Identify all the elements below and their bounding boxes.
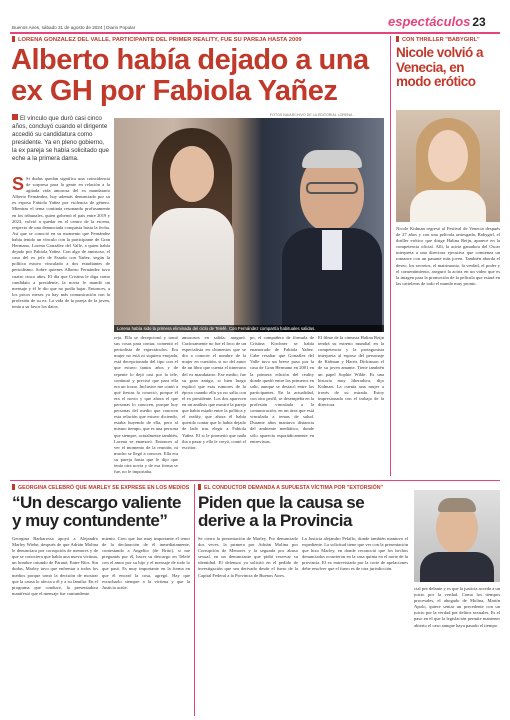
main-col-4: po, el compañero de fórmula de Cristina Kirchner se había enamorado de Fabiola Yañez. Cabe resaltar que González del Valle tuvo un breve paso por la casa de Gran Hermano en 2001 en la primera edición del reality donde quedó entre los primeros en salir, aunque se destacó entre los participantes. En la actualidad, con otro perfil, se desempeña en la profesión vinculada a la comunicación, en un área que está vinculada a temas de salud. Durante años mantuvo distancia del ambiente mediático, donde sólo aparecía esporádicamente en entrevistas.: [250, 335, 314, 444]
bl-headline: “Un descargo valiente y muy contundente”: [12, 493, 182, 530]
br-kicker-marker: [198, 484, 201, 490]
sidebar-text: Nicole Kidman regresó al Festival de Venecia después de 27 años y con una película arriesgada, Babygirl, el thriller erótico que dirige Halina Reijn, aparece en la competencia oficial. Allí, la actriz ganadora del Oscar interpreta a una directora ejecutiva que comienza un romance con un pasante más joven. También aborda el deseo, los secretos, el matrimonio, la verdad, el poder y el consentimiento, aseguró la actriz en un video que es la imagen para la promoción de la película que estará en las carteleras de todo el mundo muy pronto.: [396, 226, 500, 286]
sidebar-photo: [396, 110, 500, 222]
main-col-1-text: Si dudas quedan significa una coincidencia de sorpresa para la gente en relación a la agitada vida amorosa del ex mandatario Alberto Fernández, hoy además denunciado por su ex esposa Fabiola Yañez por violencia de género. Mientras el tema continúa resonando profusamente en los tribunales, quien gobernó el país entre 2019 y 2023, volvió a quedar en el centro de la escena, respecto de una denunciada conquista hasta la fecha. Así que se conoció en su momento que Fernández había tenido un vínculo con la participante de Gran Hermano, Lorena González del Valle, a quien había dejado por Fabiola Yañez. Con algo de amistoso, el caso del ex jefe de Estado con Yañez, según la política estuvo vinculado a dos estudiantes de periodismo. Sobre quienes Alberto Fernández tuvo cuatro cinco años. El día que Cristina le diga como candidato a presidente, la novia le mandó un mensaje y él le dio que no podía bajar. Entonces, a los pocos meses ya hay más comunicación con la profesión de su ex. La vida de la pareja de la joven, tenía a su favor los datos.: [12, 176, 110, 309]
bottom-rule: [10, 480, 500, 481]
sidebar-kicker-marker: [396, 36, 399, 42]
header-rule: [10, 32, 500, 34]
br-col-2: La Justicia alejandro Pelaffo, donde también mantuvo el expediente. La solicitud tiene que ver con la presentación que hizo Marley, en donde reconoció que los hechos denunciados ocurrieron en la casa quinta en el norte de la provincia. El ex entrevistado por la corte de apelaciones debe resolver que el fuero es de otra jurisdicción.: [302, 536, 408, 572]
pullquote-icon: [12, 114, 18, 120]
main-kicker: [12, 36, 382, 43]
photo-caption: Lorena había sido la primera eliminada del ciclo de Telefé. Con Fernández compartía habituales salidas.: [114, 325, 384, 332]
kidman-dress: [410, 190, 486, 222]
main-col-5: El filme de la cineasta Halina Reijn tendrá su estreno mundial en la competencia y la protagonista interpreta al esposo del personaje de Kidman y Harris Dickinson el de su joven amante. Tiene también un papel Sophie Wilde. Es una historia muy liberadora, dijo Kidman. La cuenta una mujer a través de su mirada. Estoy impresionada con el trabajo de la directora.: [318, 335, 384, 408]
woman-face: [170, 146, 214, 202]
br-headline: Piden que la causa se derive a la Provincia: [198, 493, 365, 530]
column-divider: [390, 36, 391, 476]
main-photo: [114, 118, 384, 332]
pullquote-text: El vínculo que duró casi cinco años, concluyó cuando el dirigente accedió su candidatura como presidente. Ya en pleno gobierno, la ex pareja se había solicitado que eche a la primera dama.: [12, 115, 110, 162]
sidebar-kicker-text: CON THRILLER "BABYGIRL": [402, 37, 480, 43]
bl-col-2: miento. Creo que fue muy importante el tenor de la declaración de él inmediatamente, contestando a Angelito (de Brito), si me preguntás por él, hacer su descargo en Telefé con el amor por su hijo y el mensaje de todo lo que pasó. Es muy importante en la forma en que él encaró la cosa, agregó. Hay que escucharlo siempre a la víctima y que la Justicia actúe.: [102, 536, 190, 590]
br-kicker-text: EL CONDUCTOR DEMANDA A SUPUESTA VÍCTIMA POR "EXTORSIÓN": [204, 485, 384, 491]
br-kicker: [198, 484, 383, 491]
main-col-3: amorosos en salida, aseguró. Curiosamente no fue el foco de un especialista en chimentos que se dio a conocer el nombre de la mujer en cuestión, si no del autor de un libro que cuenta el itinerario del ex mandatario. Ese medio, fue su gran amigo, si bien luego explicó que esas rumores de la época cuando ella ya no salía con el ex presidente. Los dos aparecen en un análisis que mostró la pareja que había estado entre la política y el reality, que ahora él había querido contar que lo había dejado de lado tras elegir a Fabiola Yañez. El si le prometió que nada iba a pasar y ella le creyó, contó el escritor.: [182, 335, 246, 450]
br-photo: [414, 490, 500, 582]
bl-kicker: [12, 484, 189, 491]
woman-figure: [142, 128, 242, 332]
kicker-marker: [12, 36, 15, 42]
page-number: 23: [472, 15, 486, 29]
photo-credit: FOTOS NA/ARCHIVO DE LA EDITORIAL LORENA: [270, 113, 353, 117]
bl-kicker-marker: [12, 484, 15, 490]
bottom-divider: [194, 484, 195, 716]
main-kicker-text: LORENA GONZALEZ DEL VALLE, PARTICIPANTE DEL PRIMER REALITY, FUE SU PAREJA HASTA 2009: [18, 37, 302, 43]
br-col-3: cial por delante y es que la justicia acceda a un juicio por la verdad. Como los tiempos procesales, el abogado de Molina, Martín Apolo, quiere sentar un precedente con un juicio por la verdad por delitos sexuales. Es el paso en el que la legislación permite mantener abierto el caso aunque haya pasado el tiempo.: [414, 586, 500, 628]
kidman-face: [428, 130, 468, 182]
main-col-2: reja. Ella se decepcionó y tomó sus cosas para contar, comentó el periodista de espectáculos. Era mujer no está ni siquiera enojada, está decepcionada del tipo con el que estuvo tantos años y de repente lo dejó casi por la tele, continuó y precisó que para ella era un ícono. Inclusive me contó a qué fiestas lo conoció, porque él era el novio y que ahora el que personas lo conocen, porque hoy personas del medio que conocen esta relación que estuvo diciendo, estaba huyendo de ella, pero al mismo tiempo, que es una persona que siempre, actualmente también, Lorena se enamoró. Entonces al ver el momento de la reunión, ni mucho se llegó a conocer. Ella era su pareja hasta que le dijo que tenía otra novia y de esa forma se fue, no le importaba.: [114, 335, 178, 475]
marley-suit: [420, 552, 494, 582]
man-glasses: [306, 182, 358, 194]
bl-kicker-text: GEORGINA CELEBRÓ QUE MARLEY SE EXPRESE EN LOS MEDIOS: [18, 485, 190, 491]
marley-hair: [438, 498, 476, 512]
man-shirt: [322, 230, 342, 270]
dropcap: S: [12, 176, 25, 194]
sidebar-kicker: [396, 36, 480, 43]
pullquote: [12, 114, 110, 163]
bl-col-1: Georgina Barbarossa apoyó a Alejandro Marley Wiebe, después de que Adrián Molina le denunciara por corrupción de menores y de que se conociera que había una nueva víctima, un hombre oriundo de Paraná, Entre Ríos. Sin dudas, Marley tuvo que enfrentar a todos los medios porque tomó la decisión de mostrar que la causa lo afecta a él y a su familia. En el programa que conduce, la presentadora manifestó que el mensaje fue contundente.: [12, 536, 98, 596]
main-headline: Alberto había dejado a una ex GH por Fabiola Yañez: [11, 44, 369, 107]
br-col-1: Se cierra la presentación de Marley. Por denunciado dos veces, la primera por Adrián Molina por Corrupción de Menores y la segunda por abuso sexual, en un denunciante que pidió reservar su identidad. El defensor ya solicitó en el pedido de investigación que sea derivado desde el fuero de la Capital Federal a la Provincia de Buenos Aires.: [198, 536, 298, 578]
woman-dress: [150, 208, 234, 332]
sidebar-headline: Nicole volvió a Venecia, en modo erótico: [396, 45, 484, 89]
dateline: Buenos Aires, sábado 31 de agosto de 2024 | Diario Popular: [12, 25, 136, 30]
section-title: [388, 14, 486, 29]
man-hair: [302, 150, 362, 168]
main-col-1: [12, 176, 110, 476]
man-figure: [282, 152, 382, 332]
section-name: espectáculos: [388, 14, 471, 29]
